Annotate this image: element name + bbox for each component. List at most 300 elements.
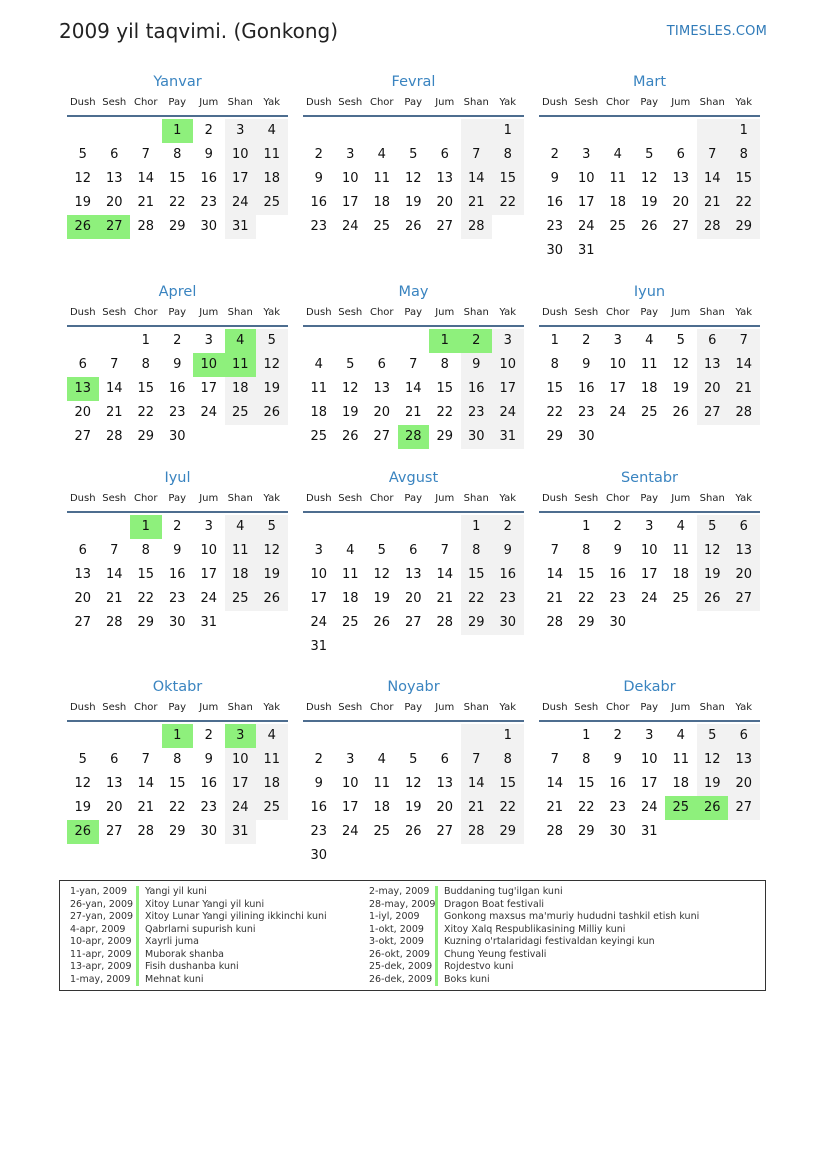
day-cell: 26 [256, 587, 288, 611]
holiday-entry [369, 961, 699, 974]
day-cell: 11 [640, 357, 658, 372]
day-cell: 13 [105, 171, 123, 186]
day-cell: 22 [461, 587, 493, 611]
weekday-label: Jum [199, 493, 219, 504]
day-cell: 11 [341, 567, 359, 582]
day-cell: 3 [314, 543, 323, 558]
day-cell: 14 [436, 567, 454, 582]
day-cell: 7 [728, 329, 760, 353]
day-cell: 15 [577, 776, 595, 791]
day-cell: 24 [577, 219, 595, 234]
day-cell: 4 [256, 724, 288, 748]
day-cell: 18 [373, 800, 391, 815]
holiday-name: Buddaning tug'ilgan kuni [444, 886, 563, 897]
day-cell: 6 [377, 357, 386, 372]
weekday-label: Jum [671, 97, 691, 108]
day-cell: 2 [582, 333, 591, 348]
day-cell: 12 [256, 539, 288, 563]
weekday-label: Shan [699, 493, 725, 504]
holiday-name: Kuzning o'rtalaridagi festivaldan keyingi kun [444, 936, 655, 947]
weekday-label: Dush [69, 702, 96, 713]
day-cell: 27 [728, 796, 760, 820]
day-cell: 3 [225, 724, 257, 748]
day-cell: 1 [728, 119, 760, 143]
day-cell: 26 [67, 820, 99, 844]
weekday-label: Dush [305, 493, 332, 504]
weekday-label: Chor [369, 702, 394, 713]
day-cell: 21 [697, 191, 729, 215]
month-name: Iyun [633, 284, 666, 300]
day-cell: 31 [225, 820, 257, 844]
weekday-label: Shan [699, 307, 725, 318]
weekday-label: Jum [671, 307, 691, 318]
day-cell: 23 [310, 219, 328, 234]
weekday-label: Dush [69, 307, 96, 318]
day-grid [67, 515, 288, 635]
day-cell: 25 [609, 219, 627, 234]
day-cell: 4 [225, 515, 257, 539]
day-cell: 18 [609, 195, 627, 210]
day-cell: 6 [409, 543, 418, 558]
holiday-date: 1-iyl, 2009 [369, 911, 420, 922]
day-cell: 20 [436, 800, 454, 815]
month-name: Mart [632, 74, 667, 90]
weekday-label: Dush [541, 493, 568, 504]
day-cell: 23 [461, 401, 493, 425]
day-cell: 20 [74, 591, 92, 606]
empty-cell [256, 611, 288, 635]
day-cell: 30 [168, 429, 186, 444]
empty-cell [665, 820, 697, 844]
weekday-label: Shan [227, 307, 253, 318]
day-cell: 18 [256, 772, 288, 796]
day-cell: 4 [676, 728, 685, 743]
day-cell: 3 [582, 147, 591, 162]
empty-cell [256, 820, 288, 844]
holiday-date: 2-may, 2009 [369, 886, 430, 897]
empty-cell [99, 329, 131, 353]
weekday-label: Jum [435, 307, 455, 318]
day-cell: 25 [310, 429, 328, 444]
day-cell: 1 [492, 724, 524, 748]
weekday-label: Sesh [102, 307, 127, 318]
day-cell: 17 [310, 591, 328, 606]
day-cell: 30 [200, 824, 218, 839]
month-name: Aprel [158, 284, 197, 300]
day-cell: 29 [168, 824, 186, 839]
day-cell: 30 [492, 611, 524, 635]
day-cell: 19 [640, 195, 658, 210]
holiday-name: Xayrli juma [145, 936, 199, 947]
day-cell: 26 [404, 824, 422, 839]
day-cell: 22 [728, 191, 760, 215]
month-calendar [303, 677, 524, 868]
holiday-marker [435, 936, 438, 949]
day-cell: 6 [110, 752, 119, 767]
weekday-label: Pay [640, 97, 659, 108]
weekday-label: Jum [671, 702, 691, 713]
day-cell: 24 [225, 191, 257, 215]
empty-cell [67, 119, 99, 143]
day-cell: 13 [672, 171, 690, 186]
day-cell: 4 [676, 519, 685, 534]
empty-cell [429, 844, 461, 868]
day-cell: 29 [168, 219, 186, 234]
empty-cell [99, 724, 131, 748]
empty-cell [697, 239, 729, 263]
empty-cell [728, 425, 760, 449]
day-cell: 16 [609, 567, 627, 582]
day-cell: 21 [137, 195, 155, 210]
weekday-label: Jum [199, 307, 219, 318]
weekday-label: Dush [541, 702, 568, 713]
day-cell: 15 [492, 772, 524, 796]
holiday-date: 4-apr, 2009 [70, 923, 126, 935]
day-cell: 10 [577, 171, 595, 186]
day-cell: 31 [225, 215, 257, 239]
day-cell: 27 [672, 219, 690, 234]
empty-cell [461, 119, 493, 143]
weekday-label: Shan [699, 702, 725, 713]
day-cell: 11 [256, 748, 288, 772]
month-calendar [303, 282, 524, 449]
empty-cell [398, 844, 430, 868]
day-cell: 10 [225, 143, 257, 167]
day-cell: 9 [173, 357, 182, 372]
day-cell: 30 [609, 824, 627, 839]
holiday-marker [435, 886, 438, 899]
holiday-entry [70, 886, 327, 899]
day-cell: 9 [314, 776, 323, 791]
day-cell: 6 [110, 147, 119, 162]
month-calendar [67, 282, 288, 449]
holiday-name: Chung Yeung festivali [444, 948, 547, 960]
empty-cell [665, 239, 697, 263]
day-grid [303, 119, 524, 239]
holiday-marker [136, 936, 139, 949]
day-cell: 24 [609, 405, 627, 420]
empty-cell [492, 844, 524, 868]
day-cell: 11 [672, 752, 690, 767]
empty-cell [99, 119, 131, 143]
day-cell: 17 [200, 381, 218, 396]
day-cell: 28 [461, 215, 493, 239]
day-cell: 15 [728, 167, 760, 191]
weekday-label: Jum [435, 493, 455, 504]
day-cell: 20 [728, 563, 760, 587]
day-cell: 2 [550, 147, 559, 162]
day-grid [539, 515, 760, 635]
brand-link[interactable]: TIMESLES.COM [666, 24, 767, 39]
day-cell: 29 [577, 824, 595, 839]
day-cell: 28 [546, 824, 564, 839]
day-cell: 18 [310, 405, 328, 420]
weekday-label: Chor [605, 97, 630, 108]
day-cell: 31 [310, 639, 328, 654]
day-cell: 14 [546, 776, 564, 791]
day-cell: 22 [137, 591, 155, 606]
day-cell: 19 [672, 381, 690, 396]
day-cell: 21 [461, 796, 493, 820]
day-cell: 7 [110, 543, 119, 558]
month-name: Noyabr [387, 679, 440, 695]
weekday-label: Pay [404, 307, 423, 318]
day-cell: 28 [398, 425, 430, 449]
day-cell: 1 [162, 119, 194, 143]
empty-cell [697, 425, 729, 449]
weekday-label: Dush [305, 702, 332, 713]
day-cell: 5 [78, 147, 87, 162]
day-cell: 13 [697, 353, 729, 377]
month-calendar [539, 677, 760, 844]
empty-cell [665, 425, 697, 449]
day-grid [539, 724, 760, 844]
day-cell: 11 [373, 776, 391, 791]
day-cell: 29 [137, 429, 155, 444]
weekday-label: Pay [168, 493, 187, 504]
empty-cell [366, 329, 398, 353]
day-cell: 8 [461, 539, 493, 563]
day-cell: 6 [676, 147, 685, 162]
day-cell: 23 [200, 800, 218, 815]
holiday-date: 28-may, 2009 [369, 898, 436, 910]
weekday-label: Chor [133, 493, 158, 504]
day-cell: 5 [409, 752, 418, 767]
day-cell: 18 [373, 195, 391, 210]
weekday-label: Dush [305, 97, 332, 108]
day-cell: 5 [78, 752, 87, 767]
day-cell: 2 [314, 147, 323, 162]
day-cell: 16 [577, 381, 595, 396]
weekday-label: Jum [199, 702, 219, 713]
month-name: Iyul [164, 470, 191, 486]
day-cell: 29 [461, 611, 493, 635]
month-calendar [67, 677, 288, 844]
empty-cell [67, 515, 99, 539]
day-cell: 29 [436, 429, 454, 444]
weekday-label: Pay [168, 97, 187, 108]
day-cell: 20 [105, 195, 123, 210]
page-title: 2009 yil taqvimi. (Gonkong) [59, 19, 338, 43]
day-cell: 22 [492, 191, 524, 215]
day-cell: 10 [193, 353, 225, 377]
weekday-label: Sesh [574, 307, 599, 318]
day-cell: 15 [137, 381, 155, 396]
holiday-name: Rojdestvo kuni [444, 961, 514, 972]
day-cell: 16 [609, 776, 627, 791]
day-cell: 7 [550, 543, 559, 558]
day-cell: 17 [577, 195, 595, 210]
day-grid [303, 329, 524, 449]
day-cell: 1 [550, 333, 559, 348]
day-cell: 5 [256, 515, 288, 539]
day-cell: 9 [461, 353, 493, 377]
day-cell: 21 [546, 800, 564, 815]
empty-cell [335, 329, 367, 353]
weekday-label: Shan [227, 702, 253, 713]
day-cell: 31 [577, 243, 595, 258]
empty-cell [634, 425, 666, 449]
day-cell: 17 [225, 772, 257, 796]
day-cell: 27 [74, 615, 92, 630]
day-cell: 25 [341, 615, 359, 630]
empty-cell [492, 635, 524, 659]
day-cell: 25 [225, 401, 257, 425]
holiday-date: 25-dek, 2009 [369, 961, 433, 972]
weekday-label: Pay [168, 307, 187, 318]
day-cell: 19 [404, 195, 422, 210]
day-cell: 10 [609, 357, 627, 372]
weekday-header [67, 305, 288, 327]
weekday-label: Pay [640, 493, 659, 504]
day-cell: 10 [341, 171, 359, 186]
empty-cell [665, 119, 697, 143]
weekday-label: Dush [69, 493, 96, 504]
weekday-label: Pay [404, 97, 423, 108]
day-cell: 10 [640, 543, 658, 558]
day-cell: 4 [613, 147, 622, 162]
day-cell: 7 [141, 147, 150, 162]
day-cell: 19 [74, 195, 92, 210]
holiday-name: Gonkong maxsus ma'muriy hududni tashkil etish kuni [444, 911, 700, 922]
month-name: May [398, 284, 429, 300]
day-cell: 7 [409, 357, 418, 372]
day-cell: 2 [314, 752, 323, 767]
day-cell: 3 [346, 147, 355, 162]
day-cell: 7 [110, 357, 119, 372]
day-grid [303, 724, 524, 868]
holiday-marker [435, 911, 438, 924]
day-cell: 29 [546, 429, 564, 444]
day-cell: 12 [404, 171, 422, 186]
holiday-marker [136, 886, 139, 899]
holiday-entry [70, 924, 327, 937]
holiday-entry [369, 886, 699, 899]
day-cell: 25 [665, 796, 697, 820]
day-cell: 17 [225, 167, 257, 191]
holiday-entry [70, 899, 327, 912]
day-cell: 8 [141, 543, 150, 558]
weekday-label: Yak [735, 702, 753, 713]
day-cell: 9 [582, 357, 591, 372]
weekday-label: Chor [369, 493, 394, 504]
empty-cell [130, 724, 162, 748]
day-cell: 23 [168, 405, 186, 420]
day-cell: 4 [256, 119, 288, 143]
weekday-label: Chor [605, 702, 630, 713]
day-cell: 25 [373, 219, 391, 234]
day-cell: 23 [609, 800, 627, 815]
day-cell: 26 [697, 587, 729, 611]
day-cell: 6 [440, 752, 449, 767]
weekday-label: Chor [133, 97, 158, 108]
weekday-label: Yak [735, 493, 753, 504]
empty-cell [539, 724, 571, 748]
day-cell: 26 [67, 215, 99, 239]
day-cell: 16 [200, 776, 218, 791]
weekday-label: Sesh [102, 493, 127, 504]
day-cell: 12 [404, 776, 422, 791]
day-cell: 27 [728, 587, 760, 611]
weekday-label: Yak [499, 493, 517, 504]
empty-cell [571, 119, 603, 143]
day-cell: 9 [613, 752, 622, 767]
holiday-date: 11-apr, 2009 [70, 948, 132, 960]
day-cell: 18 [640, 381, 658, 396]
day-cell: 6 [697, 329, 729, 353]
day-cell: 13 [67, 377, 99, 401]
day-cell: 14 [404, 381, 422, 396]
holiday-name: Xitoy Lunar Yangi yilining ikkinchi kuni [145, 911, 327, 922]
holiday-marker [136, 949, 139, 962]
empty-cell [398, 515, 430, 539]
empty-cell [398, 635, 430, 659]
day-cell: 13 [728, 748, 760, 772]
weekday-label: Dush [69, 97, 96, 108]
empty-cell [602, 425, 634, 449]
holiday-name: Mehnat kuni [145, 973, 204, 985]
empty-cell [225, 611, 257, 635]
weekday-label: Sesh [102, 97, 127, 108]
holiday-marker [435, 974, 438, 987]
day-cell: 11 [373, 171, 391, 186]
day-cell: 18 [225, 377, 257, 401]
holiday-entry [369, 974, 699, 987]
empty-cell [461, 844, 493, 868]
holiday-column-right [369, 886, 699, 986]
empty-cell [539, 515, 571, 539]
weekday-label: Shan [463, 493, 489, 504]
empty-cell [335, 119, 367, 143]
empty-cell [697, 611, 729, 635]
day-cell: 24 [225, 796, 257, 820]
holiday-name: Yangi yil kuni [145, 886, 207, 897]
day-cell: 1 [130, 515, 162, 539]
day-cell: 16 [168, 381, 186, 396]
day-cell: 3 [645, 519, 654, 534]
weekday-label: Yak [263, 493, 281, 504]
day-cell: 15 [461, 563, 493, 587]
weekday-header [539, 491, 760, 513]
day-cell: 2 [204, 728, 213, 743]
day-cell: 30 [310, 848, 328, 863]
month-calendar [539, 468, 760, 635]
weekday-label: Pay [404, 493, 423, 504]
day-cell: 13 [436, 171, 454, 186]
weekday-label: Chor [133, 307, 158, 318]
day-cell: 3 [645, 728, 654, 743]
day-cell: 12 [341, 381, 359, 396]
weekday-label: Pay [640, 307, 659, 318]
empty-cell [634, 239, 666, 263]
holiday-name: Fisih dushanba kuni [145, 961, 239, 972]
day-cell: 13 [404, 567, 422, 582]
day-cell: 27 [373, 429, 391, 444]
weekday-label: Jum [435, 97, 455, 108]
empty-cell [303, 119, 335, 143]
day-cell: 25 [256, 796, 288, 820]
empty-cell [398, 329, 430, 353]
day-cell: 5 [409, 147, 418, 162]
weekday-header [539, 700, 760, 722]
day-cell: 8 [550, 357, 559, 372]
empty-cell [67, 724, 99, 748]
day-cell: 21 [546, 591, 564, 606]
day-cell: 5 [645, 147, 654, 162]
empty-cell [728, 820, 760, 844]
day-cell: 30 [609, 615, 627, 630]
month-name: Dekabr [623, 679, 676, 695]
